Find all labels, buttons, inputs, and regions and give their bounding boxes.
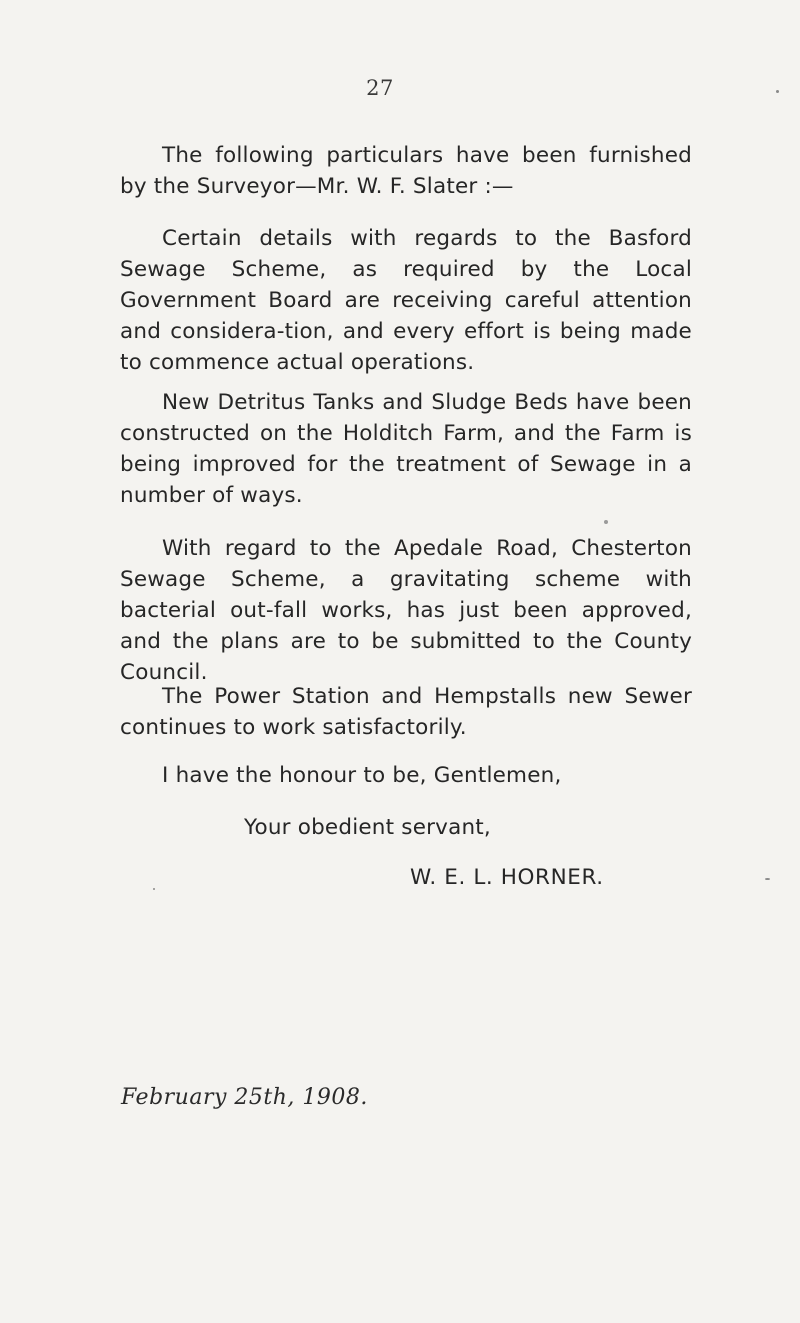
closing-salutation: I have the honour to be, Gentlemen, [162,763,562,788]
paragraph-chesterton-scheme: With regard to the Apedale Road, Chesterton Sewage Scheme, a gravitating scheme with bacterial out-fall works, has just been approved, and the plans are to be submitted to the County Council. [120,536,692,685]
paper-speck [153,888,155,890]
paragraph-intro: The following particulars have been furnished by the Surveyor—Mr. W. F. Slater :— [120,143,692,199]
closing-servant: Your obedient servant, [244,815,491,840]
paper-speck [604,520,608,524]
signature: W. E. L. HORNER. [410,865,604,890]
page-number: 27 [366,76,394,100]
paragraph-basford-scheme: Certain details with regards to the Basford Sewage Scheme, as required by the Local Government Board are receiving careful attention and considera-tion, and every effort is being made to commence actual operations. [120,226,692,375]
document-date: February 25th, 1908. [121,1085,368,1110]
paper-speck [765,878,770,880]
paragraph-holditch-farm: New Detritus Tanks and Sludge Beds have been constructed on the Holditch Farm, and the Farm is being improved for the treatment of Sewage in a number of ways. [120,390,692,508]
paper-speck [776,90,779,93]
paragraph-power-station: The Power Station and Hempstalls new Sewer continues to work satisfactorily. [120,684,692,740]
